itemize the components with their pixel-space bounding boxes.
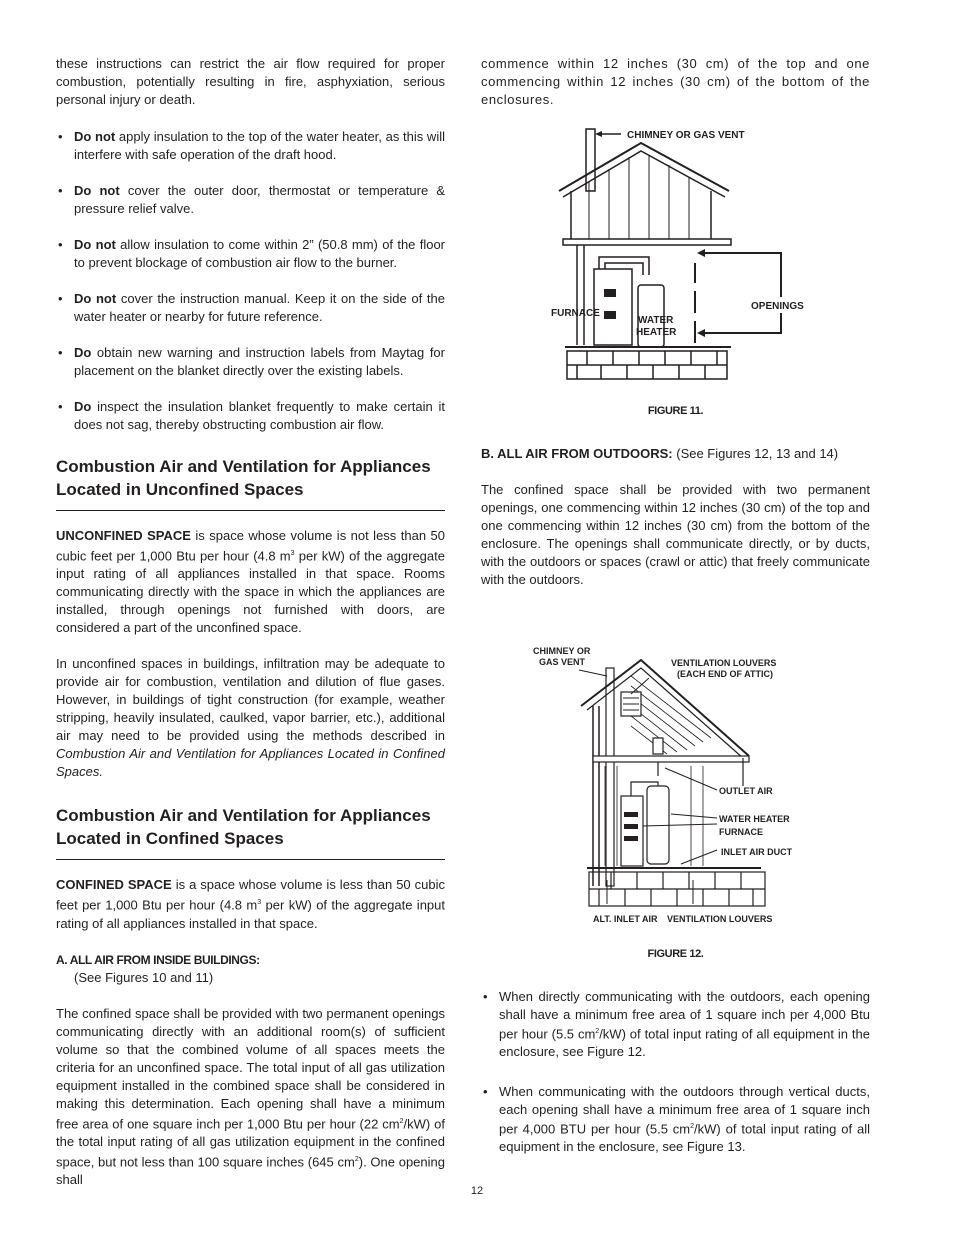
section-a-paragraph: The confined space shall be provided with two permanent openings communicating directly with an additional room(s) of sufficient volume so that the combined volume of all spaces meets the criteria for an unconfined space. The total input of all gas utilization equipment installed in the combined space shall be considered in making this determination. Each opening shall have a minimum free area of one square inch per 1,000 Btu per hour (22 $cm^2/kW$) of the total input rating of all gas utilization equipment in the confined space, but not less than 100 square inches (645 $cm^2$). One opening shall <box>56 1005 445 1188</box>
bullet-item: • Do not apply insulation to the top of the water heater, as this will interfere with safe operation of the draft hood. <box>58 129 445 162</box>
right-column <box>481 55 870 1175</box>
fig11-label-water: WATER <box>638 315 674 326</box>
section-heading-unconfined: Combustion Air and Ventilation for Appliances Located in Unconfined Spaces <box>56 455 445 511</box>
fig12-label-vent-louvers: VENTILATION LOUVERS <box>667 914 773 924</box>
fig12-label-furnace: FURNACE <box>719 827 763 837</box>
bullet-item: • Do obtain new warning and instruction labels from Maytag for placement on the blanket directly over the existing labels. <box>58 345 445 378</box>
bullet-item: • Do inspect the insulation blanket frequently to make certain it does not sag, thereby obstructing combustion air flow. <box>58 399 445 432</box>
section-b-paragraph: The confined space shall be provided with two permanent openings, one commencing within 12 inches (30 cm) of the top and one commencing within 12 inches (30 cm) from the bottom of the enclosure. The openings shall communicate directly, or by ducts, with the outdoors or spaces (crawl or attic) that freely communicate with the outdoors. <box>481 482 870 587</box>
bullet-item: • Do not allow insulation to come within 2” (50.8 mm) of the floor to prevent blockage of combustion air flow to the burner. <box>58 237 446 270</box>
fig11-label-heater: HEATER <box>636 327 677 338</box>
fig11-label-openings: OPENINGS <box>751 301 804 312</box>
section-b-title: B. ALL AIR FROM OUTDOORS: (See Figures 12, 13 and 14) <box>481 446 839 461</box>
bullet-item: • When directly communicating with the outdoors, each opening shall have a minimum free area of 1 square inch per 4,000 Btu per hour (5.5 $cm^2/kW$) of total input rating of all equipment in the enclosure, see Figure 12. <box>483 989 870 1059</box>
figure-11-diagram <box>481 125 870 385</box>
page-number: 12 <box>470 1185 484 1197</box>
section-a-title: A. ALL AIR FROM INSIDE BUILDINGS: <box>56 952 260 967</box>
fig12-label-louvers-1: VENTILATION LOUVERS <box>671 658 777 668</box>
intro-paragraph: these instructions can restrict the air flow required for proper combustion, potentially resulting in fire, asphyxiation, serious personal injury or death. <box>56 56 445 107</box>
fig11-label-chimney: CHIMNEY OR GAS VENT <box>627 130 745 141</box>
bullet-item: • When communicating with the outdoors through vertical ducts, each opening shall have a minimum free area of 1 square inch per 4,000 BTU per hour (5.5 $cm^2/kW$) of total input rating of all equipment in the enclosure, see Figure 13. <box>483 1084 871 1155</box>
fig12-label-louvers-2: (EACH END OF ATTIC) <box>677 669 773 679</box>
infiltration-paragraph: In unconfined spaces in buildings, infiltration may be adequate to provide air for combustion, ventilation and dilution of flue gases. However, in buildings of tight construction (for example, weather stripping, heavily insulated, caulked, vapor barrier, etc.), additional air may need to be provided using the methods described in Combustion Air and Ventilation for Appliances Located in Confined Spaces. <box>56 656 445 780</box>
figure-11-caption: FIGURE 11. <box>647 405 704 417</box>
figure-12-diagram <box>481 646 870 926</box>
fig12-label-chimney-2: GAS VENT <box>539 657 586 667</box>
confined-paragraph: CONFINED SPACE is a space whose volume is less than 50 cubic feet per 1,000 Btu per hour (4.8 $m^3$ per kW) of the aggregate input rating of all appliances installed in that space. <box>56 877 445 931</box>
bullet-item: • Do not cover the instruction manual. Keep it on the side of the water heater or nearby for future reference. <box>58 291 445 324</box>
bullet-item: • Do not cover the outer door, thermostat or temperature & pressure relief valve. <box>58 183 445 216</box>
continuation-paragraph: commence within 12 inches (30 cm) of the top and one commencing within 12 inches (30 cm) of the bottom of the enclosures. <box>481 56 870 107</box>
fig12-label-water-heater: WATER HEATER <box>719 814 790 824</box>
fig12-label-outlet: OUTLET AIR <box>719 786 773 796</box>
unconfined-paragraph: UNCONFINED SPACE is space whose volume is not less than 50 cubic feet per 1,000 Btu per hour (4.8 $m^3$ per kW) of the aggregate input rating of all appliances installed in that space. Rooms communicating directly with the space in which the appliances are installed, through openings not furnished with doors, are considered a part of the unconfined space. <box>56 528 445 636</box>
fig12-label-chimney-1: CHIMNEY OR <box>533 646 591 656</box>
left-column <box>56 55 445 1189</box>
fig12-label-alt-inlet: ALT. INLET AIR <box>593 914 658 924</box>
section-a-ref: (See Figures 10 and 11) <box>74 969 214 985</box>
section-heading-confined: Combustion Air and Ventilation for Appliances Located in Confined Spaces <box>56 804 445 860</box>
fig11-label-furnace: FURNACE <box>551 308 600 319</box>
fig12-label-inlet-duct: INLET AIR DUCT <box>721 847 793 857</box>
figure-12-caption: FIGURE 12. <box>647 948 704 960</box>
